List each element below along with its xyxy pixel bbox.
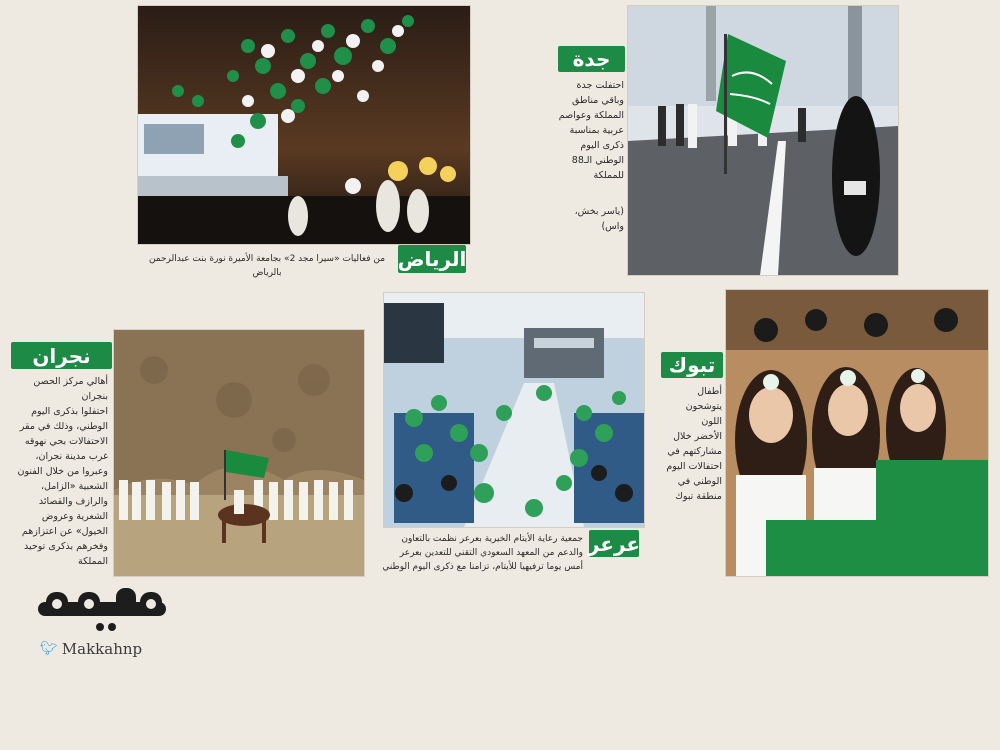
caption-line: للمملكة <box>593 170 624 181</box>
jeddah-photo-credit <box>530 204 624 234</box>
caption-line: ذكرى اليوم <box>580 140 624 151</box>
caption-line: الاحتفالات بحي نهوقه <box>24 436 108 447</box>
caption-line: والرازف والقصائد <box>38 496 108 507</box>
credit-line: (ياسر بخش، <box>574 206 624 217</box>
caption-line: أطفال <box>697 386 722 397</box>
caption-line: أهالي مركز الحصن بنجران <box>33 376 108 402</box>
jeddah-caption <box>530 78 624 183</box>
brand-handle-text: Makkahnp <box>61 640 143 658</box>
arar-city-tag: عرعر <box>587 531 641 556</box>
caption-line: أمس يوما ترفيهيا للأيتام، تزامنا مع ذكرى اليوم الوطني <box>382 562 583 572</box>
arar-photo <box>383 292 645 528</box>
caption-line: وباقي مناطق <box>572 95 624 106</box>
caption-line: الخيول» عن اعتزازهم <box>21 526 108 537</box>
caption-line: المملكة وعواصم <box>558 110 624 121</box>
riyadh-caption: من فعاليات «سيرا مجد 2» بجامعة الأميرة نورة بنت عبدالرحمن بالرياض <box>148 254 386 278</box>
jeddah-city-tag: جدة <box>558 46 625 72</box>
makkah-logo-mark <box>38 588 166 634</box>
tabuk-photo <box>725 289 989 577</box>
caption-line: احتفلت جدة <box>576 80 624 91</box>
credit-line: واس) <box>601 221 624 232</box>
caption-line: الوطني في <box>677 476 722 487</box>
twitter-bird-icon: 🐦︎ <box>40 641 58 657</box>
jeddah-photo <box>627 5 899 276</box>
caption-line: مشاركتهم في <box>667 446 722 457</box>
tabuk-caption <box>630 384 722 504</box>
caption-line: الوطني الـ88 <box>571 155 624 166</box>
brand-handle[interactable] <box>40 640 142 658</box>
caption-line: وعبروا من خلال الفنون <box>17 466 108 477</box>
caption-line: عربية بمناسبة <box>569 125 624 136</box>
riyadh-city-tag: الرياض <box>397 247 467 271</box>
caption-line: احتفالات اليوم <box>666 461 722 472</box>
caption-line: والدعم من المعهد السعودي التقني للتعدين بعرعر <box>399 548 583 558</box>
caption-line: الأخضر خلال <box>673 431 722 442</box>
arar-caption <box>378 532 583 574</box>
caption-line: احتفلوا بذكرى اليوم <box>31 406 108 417</box>
najran-caption <box>8 374 108 569</box>
riyadh-photo <box>137 5 471 245</box>
najran-photo <box>113 329 365 577</box>
caption-line: جمعية رعاية الأيتام الخيرية بعرعر نظمت بالتعاون <box>401 534 583 544</box>
caption-line: الشعبية «الزامل، <box>40 481 108 492</box>
caption-line: الشعرية وعروض <box>41 511 108 522</box>
tabuk-city-tag: تبوك <box>661 352 723 378</box>
caption-line: منطقة تبوك <box>675 491 722 502</box>
caption-line: المملكة <box>77 556 108 567</box>
caption-line: يتوشحون <box>685 401 722 412</box>
caption-line: وفخرهم بذكرى توحيد <box>24 541 108 552</box>
caption-line: غرب مدينة نجران، <box>35 451 108 462</box>
caption-line: اللون <box>701 416 722 427</box>
najran-city-tag: نجران <box>11 342 112 369</box>
caption-line: الوطني، وذلك في مقر <box>19 421 108 432</box>
